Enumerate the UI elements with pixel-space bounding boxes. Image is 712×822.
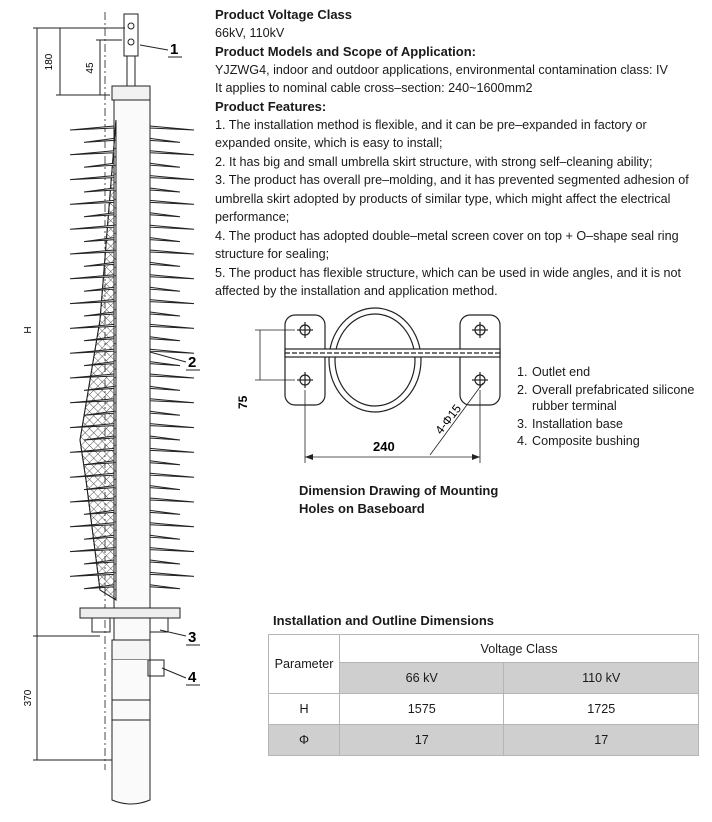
dim-370-label: 370 — [23, 689, 34, 707]
legend-text: Outlet end — [532, 365, 591, 379]
mounting-hole-drawing — [235, 305, 515, 475]
legend-number: 2. — [517, 382, 528, 397]
parts-legend — [517, 364, 712, 451]
mounting-drawing-caption: Dimension Drawing of Mounting Holes on Baseboard — [299, 483, 499, 516]
table-row — [269, 694, 699, 725]
feature-4: 4. The product has adopted double–metal screen cover on top + O–shape seal ring structure for sealing; — [215, 228, 679, 261]
legend-text: Composite bushing — [532, 434, 640, 448]
cell: 1725 — [504, 694, 699, 725]
legend-item — [517, 364, 712, 381]
cell: 17 — [504, 725, 699, 756]
product-description — [215, 6, 705, 301]
heading-features: Product Features: — [215, 98, 327, 114]
heading-models-scope: Product Models and Scope of Application: — [215, 43, 476, 59]
feature-1: 1. The installation method is flexible, and it can be pre–expanded in factory or expanded onsite, which is easy to install; — [215, 117, 647, 150]
dim-h-label: H — [23, 326, 34, 334]
callout-1: 1 — [170, 41, 179, 58]
callout-2: 2 — [188, 354, 197, 371]
legend-text: Overall prefabricated silicone rubber terminal — [532, 382, 695, 413]
feature-5: 5. The product has flexible structure, which can be used in wide angles, and it is not affected by the installation and application method. — [215, 265, 682, 298]
legend-number: 4. — [517, 434, 528, 448]
legend-item — [517, 433, 712, 450]
legend-item — [517, 416, 712, 433]
legend-number: 3. — [517, 416, 528, 431]
feature-2: 2. It has big and small umbrella skirt structure, with strong self–cleaning ability; — [215, 154, 653, 169]
voltage-class-value: 66kV, 110kV — [215, 26, 285, 40]
mount-width-label: 240 — [373, 439, 395, 454]
legend-number: 1. — [517, 365, 528, 379]
mount-height-label: 75 — [236, 395, 250, 409]
callout-4: 4 — [188, 669, 197, 686]
cross-section-line: It applies to nominal cable cross–section: 240~1600mm2 — [215, 81, 533, 95]
terminal-drawing — [0, 0, 215, 822]
mount-holes-label: 4-Φ15 — [432, 401, 465, 437]
col-66kv: 66 kV — [340, 663, 504, 694]
dimensions-table — [268, 634, 699, 756]
dimensions-table-title: Installation and Outline Dimensions — [273, 613, 495, 628]
callout-3: 3 — [188, 629, 197, 646]
table-row — [269, 725, 699, 756]
dim-180-label: 180 — [44, 53, 55, 71]
dim-45-label: 45 — [85, 62, 96, 74]
legend-text: Installation base — [532, 416, 624, 431]
row-label: Φ — [269, 725, 340, 756]
row-label: H — [269, 694, 340, 725]
models-line: YJZWG4, indoor and outdoor applications, environmental contamination class: IV — [215, 62, 668, 77]
feature-3: 3. The product has overall pre–molding, and it has prevented segmented adhesion of umbrella skirt adopted by products of similar type, which might affect the electrical performance; — [215, 173, 689, 224]
cell: 1575 — [340, 694, 504, 725]
heading-voltage-class: Product Voltage Class — [215, 7, 353, 22]
voltage-class-header: Voltage Class — [340, 635, 699, 663]
cell: 17 — [340, 725, 504, 756]
legend-item — [517, 382, 712, 415]
col-110kv: 110 kV — [504, 663, 699, 694]
param-header: Parameter — [269, 635, 340, 694]
